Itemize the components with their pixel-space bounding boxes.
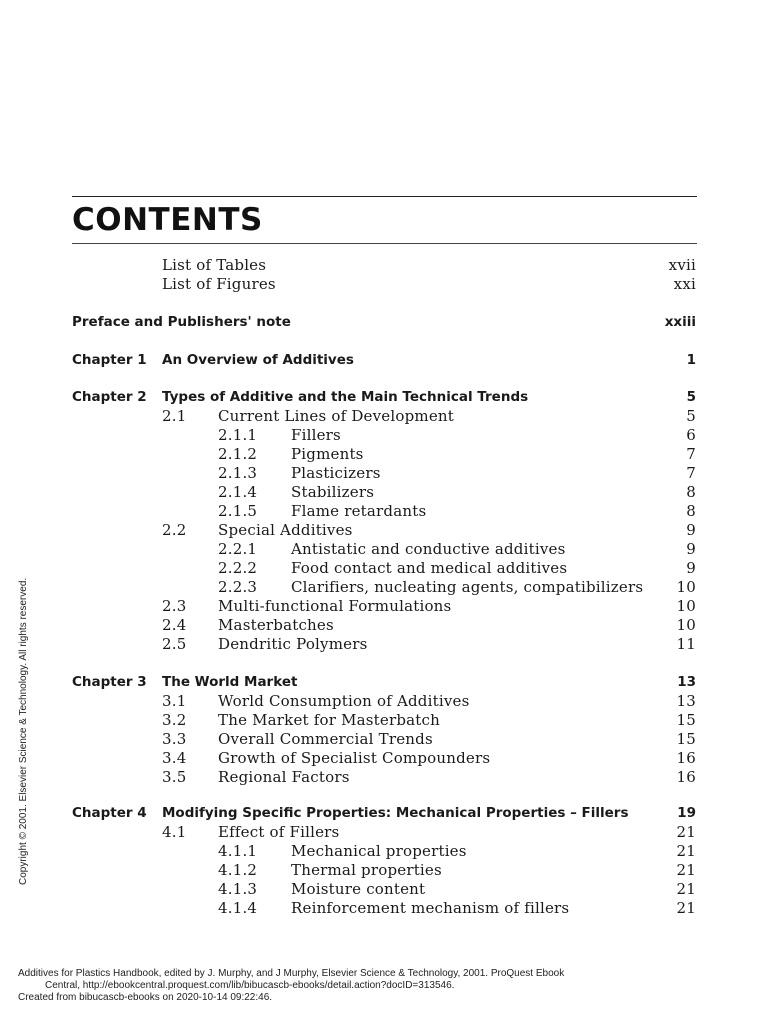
section-number: 2.4 bbox=[162, 616, 187, 634]
page-number: 19 bbox=[677, 805, 696, 821]
toc-row-chapter bbox=[0, 673, 768, 692]
toc-row-section bbox=[0, 407, 768, 426]
toc-row-subsection bbox=[0, 426, 768, 445]
section-title: Overall Commercial Trends bbox=[218, 730, 433, 748]
section-number: 4.1.3 bbox=[218, 880, 258, 898]
page-number: 10 bbox=[676, 597, 696, 615]
section-title: Regional Factors bbox=[218, 768, 350, 786]
page-number: 16 bbox=[676, 768, 696, 786]
chapter-label: Chapter 2 bbox=[72, 389, 147, 405]
toc-row-subsection bbox=[0, 483, 768, 502]
section-number: 2.1.5 bbox=[218, 502, 258, 520]
section-number: 2.3 bbox=[162, 597, 187, 615]
section-number: 3.2 bbox=[162, 711, 187, 729]
page-number: 9 bbox=[686, 540, 696, 558]
page-number: 21 bbox=[676, 861, 696, 879]
section-number: 3.1 bbox=[162, 692, 187, 710]
page-number: 7 bbox=[686, 464, 696, 482]
section-title: Flame retardants bbox=[291, 502, 427, 520]
section-title: Mechanical properties bbox=[291, 842, 467, 860]
section-number: 3.4 bbox=[162, 749, 187, 767]
page-number: 1 bbox=[686, 352, 696, 368]
page-number: 7 bbox=[686, 445, 696, 463]
toc-row-subsection bbox=[0, 502, 768, 521]
section-title: Plasticizers bbox=[291, 464, 381, 482]
section-title: Food contact and medical additives bbox=[291, 559, 568, 577]
toc-row-preface bbox=[0, 313, 768, 332]
section-number: 2.2.2 bbox=[218, 559, 258, 577]
section-title: Multi-functional Formulations bbox=[218, 597, 452, 615]
section-title: Masterbatches bbox=[218, 616, 334, 634]
section-number: 4.1.4 bbox=[218, 899, 258, 917]
toc-row-subsection bbox=[0, 880, 768, 899]
toc-row-section bbox=[0, 711, 768, 730]
toc-row-section bbox=[0, 768, 768, 787]
toc-row-section bbox=[0, 635, 768, 654]
chapter-label: Chapter 3 bbox=[72, 674, 147, 690]
toc-row-subsection bbox=[0, 464, 768, 483]
toc-row-section bbox=[0, 749, 768, 768]
page-number: 5 bbox=[686, 407, 696, 425]
page-number: 11 bbox=[676, 635, 696, 653]
copyright-side-note: Copyright © 2001. Elsevier Science & Technology. All rights reserved. bbox=[18, 577, 29, 885]
page-number: 15 bbox=[676, 730, 696, 748]
section-title: Thermal properties bbox=[291, 861, 442, 879]
chapter-label: Chapter 4 bbox=[72, 805, 147, 821]
section-number: 2.1.3 bbox=[218, 464, 258, 482]
section-title: Antistatic and conductive additives bbox=[291, 540, 566, 558]
toc-row-chapter bbox=[0, 388, 768, 407]
page-number: 21 bbox=[676, 899, 696, 917]
page-number: 21 bbox=[676, 842, 696, 860]
section-title: Dendritic Polymers bbox=[218, 635, 368, 653]
section-number: 2.1.2 bbox=[218, 445, 258, 463]
section-number: 3.5 bbox=[162, 768, 187, 786]
toc-row-chapter bbox=[0, 351, 768, 370]
chapter-title: The World Market bbox=[162, 674, 298, 690]
page-footer bbox=[18, 968, 564, 1004]
chapter-title: Types of Additive and the Main Technical Trends bbox=[162, 389, 529, 405]
section-number: 4.1.2 bbox=[218, 861, 258, 879]
page-number: 13 bbox=[677, 674, 696, 690]
section-number: 2.1.4 bbox=[218, 483, 258, 501]
section-title: Pigments bbox=[291, 445, 364, 463]
page-number: 8 bbox=[686, 502, 696, 520]
section-number: 4.1 bbox=[162, 823, 187, 841]
footer-line-created: Created from bibucascb-ebooks on 2020-10-14 09:22:46. bbox=[18, 992, 273, 1003]
section-title: Stabilizers bbox=[291, 483, 375, 501]
section-number: 2.5 bbox=[162, 635, 187, 653]
chapter-label: Chapter 1 bbox=[72, 352, 147, 368]
page-number: 21 bbox=[676, 880, 696, 898]
section-title: The Market for Masterbatch bbox=[218, 711, 440, 729]
top-rule bbox=[72, 196, 697, 197]
toc-row-section bbox=[0, 597, 768, 616]
footer-line-url: Central, http://ebookcentral.proquest.com/lib/bibucascb-ebooks/detail.action?docID=313546. bbox=[45, 980, 455, 991]
toc-row-front-matter bbox=[0, 256, 768, 275]
section-title: Clarifiers, nucleating agents, compatibilizers bbox=[291, 578, 644, 596]
page-number: xxi bbox=[673, 275, 696, 293]
page-number: 10 bbox=[676, 616, 696, 634]
section-title: Moisture content bbox=[291, 880, 426, 898]
toc-row-section bbox=[0, 616, 768, 635]
section-number: 2.2.1 bbox=[218, 540, 258, 558]
page-number: 6 bbox=[686, 426, 696, 444]
toc-row-section bbox=[0, 730, 768, 749]
section-number: 2.2.3 bbox=[218, 578, 258, 596]
section-title: Reinforcement mechanism of fillers bbox=[291, 899, 570, 917]
section-title: Growth of Specialist Compounders bbox=[218, 749, 491, 767]
toc-row-front-matter bbox=[0, 275, 768, 294]
footer-line-citation: Additives for Plastics Handbook, edited by J. Murphy, and J Murphy, Elsevier Science & Technology, 2001. ProQuest Ebook bbox=[18, 968, 565, 979]
section-title: Effect of Fillers bbox=[218, 823, 340, 841]
toc-row-subsection bbox=[0, 842, 768, 861]
page-title: CONTENTS bbox=[72, 202, 263, 238]
section-title: Special Additives bbox=[218, 521, 353, 539]
page-number: 5 bbox=[686, 389, 696, 405]
section-title: Fillers bbox=[291, 426, 341, 444]
section-number: 2.2 bbox=[162, 521, 187, 539]
toc-row-subsection bbox=[0, 899, 768, 918]
section-number: 4.1.1 bbox=[218, 842, 258, 860]
page-number: 10 bbox=[676, 578, 696, 596]
toc-row-subsection bbox=[0, 445, 768, 464]
chapter-title: Modifying Specific Properties: Mechanical Properties – Fillers bbox=[162, 805, 629, 821]
toc-row-subsection bbox=[0, 540, 768, 559]
title-underline-rule bbox=[72, 243, 697, 244]
toc-row-subsection bbox=[0, 578, 768, 597]
page-number: 9 bbox=[686, 559, 696, 577]
page-number: 13 bbox=[676, 692, 696, 710]
page-number: xxiii bbox=[664, 314, 696, 330]
toc-row-subsection bbox=[0, 559, 768, 578]
toc-row-section bbox=[0, 823, 768, 842]
entry-title: List of Tables bbox=[162, 256, 267, 274]
page-number: 9 bbox=[686, 521, 696, 539]
entry-title: List of Figures bbox=[162, 275, 276, 293]
toc-row-section bbox=[0, 692, 768, 711]
section-title: Current Lines of Development bbox=[218, 407, 454, 425]
page-number: 21 bbox=[676, 823, 696, 841]
section-number: 3.3 bbox=[162, 730, 187, 748]
page-number: 8 bbox=[686, 483, 696, 501]
toc-row-chapter bbox=[0, 804, 768, 823]
page-number: 16 bbox=[676, 749, 696, 767]
section-number: 2.1 bbox=[162, 407, 187, 425]
entry-title: Preface and Publishers' note bbox=[72, 314, 291, 330]
toc-row-subsection bbox=[0, 861, 768, 880]
toc-row-section bbox=[0, 521, 768, 540]
page-number: xvii bbox=[668, 256, 696, 274]
page-number: 15 bbox=[676, 711, 696, 729]
section-number: 2.1.1 bbox=[218, 426, 258, 444]
section-title: World Consumption of Additives bbox=[218, 692, 470, 710]
chapter-title: An Overview of Additives bbox=[162, 352, 354, 368]
